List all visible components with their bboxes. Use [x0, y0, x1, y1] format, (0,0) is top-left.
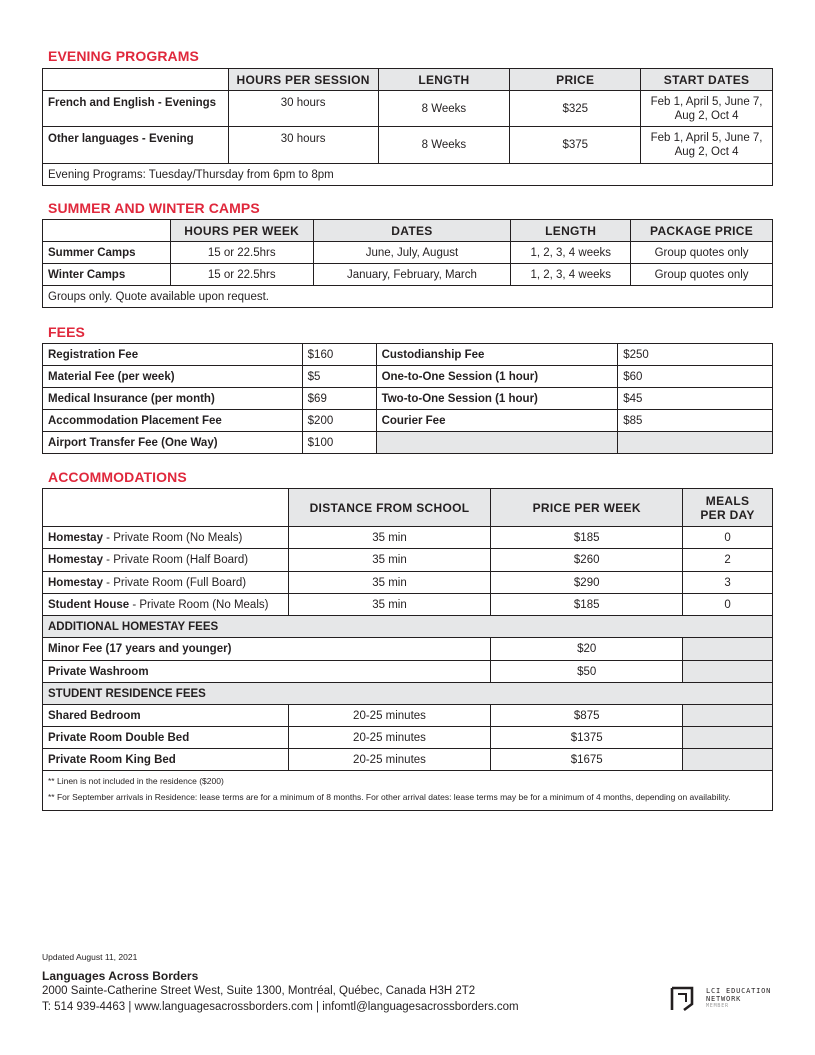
empty-cell: [683, 749, 773, 771]
camps-table: [42, 219, 773, 308]
fee-value: $160: [302, 344, 376, 366]
evening-programs-title: EVENING PROGRAMS: [48, 48, 199, 64]
fee-name: Courier Fee: [376, 410, 618, 432]
fee-value: $200: [302, 410, 376, 432]
empty-cell: [683, 661, 773, 683]
subsection-heading: ADDITIONAL HOMESTAY FEES: [43, 616, 773, 638]
start-dates-line: Feb 1, April 5, June 7,: [650, 95, 763, 108]
fee-value: [618, 432, 773, 454]
price-cell: $375: [510, 127, 641, 164]
price-cell: $290: [491, 572, 683, 594]
price-cell: $1675: [491, 749, 683, 771]
fee-name: Two-to-One Session (1 hour): [376, 388, 618, 410]
logo-line: NETWORK: [706, 995, 742, 1003]
length-cell: 1, 2, 3, 4 weeks: [511, 264, 631, 286]
lci-logo: [670, 986, 775, 1012]
program-name: French and English - Evenings: [43, 91, 229, 127]
distance-cell: 20-25 minutes: [288, 727, 491, 749]
distance-cell: 35 min: [288, 594, 491, 616]
price-cell: $185: [491, 527, 683, 549]
residence-name: Private Room Double Bed: [43, 727, 289, 749]
distance-cell: 20-25 minutes: [288, 705, 491, 727]
distance-cell: 35 min: [288, 549, 491, 572]
start-dates-cell: [641, 127, 773, 164]
fee-name: Airport Transfer Fee (One Way): [43, 432, 303, 454]
accommodation-type: Homestay: [48, 576, 103, 589]
lci-logo-text: [706, 987, 771, 1010]
price-cell: $260: [491, 549, 683, 572]
hours-cell: 30 hours: [228, 91, 378, 127]
price-cell: $185: [491, 594, 683, 616]
accommodation-name: [43, 527, 289, 549]
meals-cell: 0: [683, 527, 773, 549]
fee-value: $69: [302, 388, 376, 410]
organization-address: 2000 Sainte-Catherine Street West, Suite 1300, Montréal, Québec, Canada H3H 2T2: [42, 985, 476, 997]
meals-cell: 3: [683, 572, 773, 594]
fee-name: Custodianship Fee: [376, 344, 618, 366]
table-header: DISTANCE FROM SCHOOL: [288, 489, 491, 527]
table-row: [43, 344, 773, 366]
start-dates-line: Aug 2, Oct 4: [674, 109, 739, 122]
table-row: [43, 727, 773, 749]
price-cell: $1375: [491, 727, 683, 749]
camp-name: Summer Camps: [43, 242, 171, 264]
fee-name: Private Washroom: [43, 661, 491, 683]
table-row: [43, 549, 773, 572]
evening-programs-table: [42, 68, 773, 186]
fee-value: $60: [618, 366, 773, 388]
accommodation-name: [43, 572, 289, 594]
table-row: [43, 594, 773, 616]
table-header: START DATES: [641, 69, 773, 91]
accommodation-desc: - Private Room (Full Board): [102, 576, 247, 589]
fee-name: Accommodation Placement Fee: [43, 410, 303, 432]
table-row: [43, 661, 773, 683]
accommodation-type: Homestay: [48, 554, 103, 566]
camp-name: Winter Camps: [43, 264, 171, 286]
residence-name: Shared Bedroom: [43, 705, 289, 727]
fee-name: [376, 432, 618, 454]
table-header: DATES: [313, 220, 511, 242]
meals-cell: 0: [683, 594, 773, 616]
length-cell: 8 Weeks: [378, 127, 510, 164]
logo-line: LCI EDUCATION: [706, 987, 772, 995]
updated-date: Updated August 11, 2021: [42, 952, 138, 962]
table-header: LENGTH: [378, 69, 510, 91]
table-row: [43, 749, 773, 771]
fee-name: Registration Fee: [43, 344, 303, 366]
table-row: [43, 527, 773, 549]
contact-line: T: 514 939-4463 | www.languagesacrossborders.com | infomtl@languagesacrossborders.com: [42, 1001, 519, 1013]
distance-cell: 20-25 minutes: [288, 749, 491, 771]
lci-bracket-icon: [670, 986, 694, 1012]
fee-value: $45: [618, 388, 773, 410]
empty-cell: [683, 705, 773, 727]
hours-cell: 15 or 22.5hrs: [170, 264, 313, 286]
fee-name: One-to-One Session (1 hour): [376, 366, 618, 388]
table-header: PRICE: [510, 69, 641, 91]
price-cell: $325: [510, 91, 641, 127]
start-dates-line: Feb 1, April 5, June 7,: [650, 132, 763, 144]
distance-cell: 35 min: [288, 527, 491, 549]
footnote: ** Linen is not included in the residence ($200): [48, 776, 224, 786]
table-row: [43, 410, 773, 432]
camps-title: SUMMER AND WINTER CAMPS: [48, 200, 260, 216]
empty-cell: [683, 638, 773, 661]
table-note: Groups only. Quote available upon request.: [43, 286, 773, 308]
start-dates-cell: [641, 91, 773, 127]
table-note: Evening Programs: Tuesday/Thursday from 6pm to 8pm: [43, 164, 773, 186]
fee-value: $250: [618, 344, 773, 366]
fee-name: Medical Insurance (per month): [43, 388, 303, 410]
program-name: Other languages - Evening: [43, 127, 229, 164]
table-row: [43, 572, 773, 594]
organization-name: Languages Across Borders: [42, 969, 199, 983]
fee-value: $85: [618, 410, 773, 432]
table-row: [43, 432, 773, 454]
start-dates-line: Aug 2, Oct 4: [674, 146, 739, 158]
footnote: ** For September arrivals in Residence: lease terms are for a minimum of 8 months. For other arrival dates: lease terms may be for a minimum of 4 months, depending on availability.: [48, 792, 731, 802]
accommodation-desc: - Private Room (No Meals): [129, 598, 269, 611]
table-header: HOURS PER SESSION: [228, 69, 378, 91]
fee-value: $5: [302, 366, 376, 388]
package-price-cell: Group quotes only: [631, 242, 773, 264]
table-header: LENGTH: [511, 220, 631, 242]
table-header: [43, 69, 229, 91]
table-header: [43, 489, 289, 527]
accommodation-desc: - Private Room (Half Board): [102, 554, 249, 566]
fee-name: Minor Fee (17 years and younger): [43, 638, 491, 661]
accommodation-type: Student House: [48, 598, 130, 611]
table-header: [683, 489, 773, 527]
accommodation-type: Homestay: [48, 531, 103, 544]
dates-cell: June, July, August: [313, 242, 511, 264]
length-cell: 1, 2, 3, 4 weeks: [511, 242, 631, 264]
fee-name: Material Fee (per week): [43, 366, 303, 388]
package-price-cell: Group quotes only: [631, 264, 773, 286]
table-row: [43, 638, 773, 661]
table-row: [43, 388, 773, 410]
table-row: [43, 264, 773, 286]
table-row: [43, 127, 773, 164]
table-header: [43, 220, 171, 242]
meals-cell: 2: [683, 549, 773, 572]
hours-cell: 15 or 22.5hrs: [170, 242, 313, 264]
table-row: [43, 705, 773, 727]
distance-cell: 35 min: [288, 572, 491, 594]
price-cell: $20: [491, 638, 683, 661]
logo-line: MEMBER: [706, 1003, 729, 1009]
price-cell: $875: [491, 705, 683, 727]
table-row: [43, 242, 773, 264]
table-header: HOURS PER WEEK: [170, 220, 313, 242]
header-line: MEALS: [705, 493, 750, 508]
footnotes: [43, 771, 773, 811]
accommodation-desc: - Private Room (No Meals): [102, 531, 243, 544]
dates-cell: January, February, March: [313, 264, 511, 286]
header-line: PER DAY: [700, 507, 755, 522]
table-row: [43, 91, 773, 127]
fees-title: FEES: [48, 324, 85, 340]
accommodation-name: [43, 594, 289, 616]
accommodation-name: [43, 549, 289, 572]
residence-name: Private Room King Bed: [43, 749, 289, 771]
accommodations-title: ACCOMMODATIONS: [48, 469, 187, 485]
table-header: PACKAGE PRICE: [631, 220, 773, 242]
empty-cell: [683, 727, 773, 749]
price-cell: $50: [491, 661, 683, 683]
fees-table: [42, 343, 773, 454]
table-row: [43, 366, 773, 388]
length-cell: 8 Weeks: [378, 91, 510, 127]
table-header: PRICE PER WEEK: [491, 489, 683, 527]
fee-value: $100: [302, 432, 376, 454]
hours-cell: 30 hours: [228, 127, 378, 164]
accommodations-table: [42, 488, 773, 811]
subsection-heading: STUDENT RESIDENCE FEES: [43, 683, 773, 705]
